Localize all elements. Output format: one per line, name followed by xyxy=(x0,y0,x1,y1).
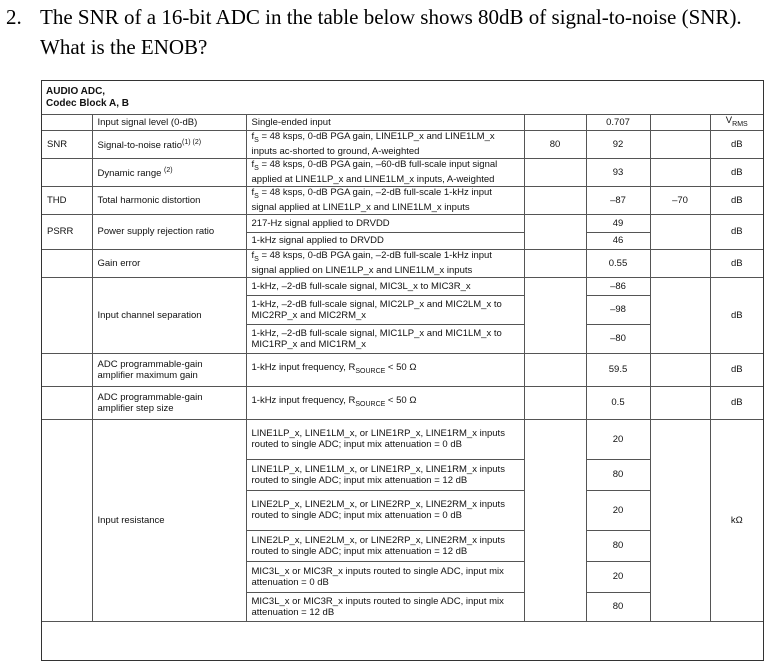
unit-text: V xyxy=(725,115,733,126)
max-cell xyxy=(650,353,710,386)
symbol-cell xyxy=(42,115,92,131)
typ-cell: –87 xyxy=(586,186,650,214)
cond-text: = 48 ksps, 0-dB PGA gain, –2-dB full-scale 1-kHz input signal applied at LINE1LP_x and LINE1LM_x inputs xyxy=(251,187,492,214)
max-cell xyxy=(650,115,710,131)
unit-cell: dB xyxy=(710,353,763,386)
table-row xyxy=(42,353,763,386)
symbol-cell: PSRR xyxy=(42,214,92,249)
condition-cell: LINE2LP_x, LINE2LM_x, or LINE2RP_x, LINE2RM_x inputs routed to single ADC; input mix attenuation = 0 dB xyxy=(246,490,524,530)
spec-table xyxy=(42,114,763,622)
typ-cell: 0.5 xyxy=(586,386,650,419)
param-cell: ADC programmable-gain amplifier step size xyxy=(92,386,246,419)
param-text: Signal-to-noise ratio xyxy=(97,140,182,152)
unit-cell: dB xyxy=(710,277,763,353)
table-row xyxy=(42,186,763,214)
max-cell xyxy=(650,158,710,186)
table-row xyxy=(42,386,763,419)
param-cell: Gain error xyxy=(92,249,246,277)
typ-cell: 0.55 xyxy=(586,249,650,277)
unit-cell: dB xyxy=(710,386,763,419)
cond-subscript: S xyxy=(254,137,259,145)
unit-cell: dB xyxy=(710,158,763,186)
symbol-cell xyxy=(42,353,92,386)
header-line-1: AUDIO ADC, xyxy=(46,86,106,97)
min-cell xyxy=(524,419,586,621)
typ-cell: –86 xyxy=(586,277,650,295)
table-row xyxy=(42,419,763,459)
max-cell xyxy=(650,277,710,353)
max-cell xyxy=(650,386,710,419)
cond-subscript: S xyxy=(254,165,259,173)
typ-cell: 20 xyxy=(586,490,650,530)
typ-cell: 92 xyxy=(586,130,650,158)
typ-cell: 0.707 xyxy=(586,115,650,131)
cond-text: 1-kHz input frequency, R xyxy=(251,362,356,374)
max-cell xyxy=(650,249,710,277)
typ-cell: 93 xyxy=(586,158,650,186)
spec-table-frame xyxy=(41,80,764,661)
condition-cell xyxy=(246,386,524,419)
typ-cell: 46 xyxy=(586,232,650,249)
condition-cell: LINE1LP_x, LINE1LM_x, or LINE1RP_x, LINE1RM_x inputs routed to single ADC; input mix attenuation = 12 dB xyxy=(246,459,524,490)
table-row xyxy=(42,277,763,295)
table-row xyxy=(42,115,763,131)
cond-subscript: S xyxy=(254,193,259,201)
condition-cell: MIC3L_x or MIC3R_x inputs routed to single ADC, input mix attenuation = 12 dB xyxy=(246,592,524,621)
header-line-2: Codec Block A, B xyxy=(46,98,129,109)
min-cell xyxy=(524,386,586,419)
param-cell xyxy=(92,158,246,186)
typ-cell: 59.5 xyxy=(586,353,650,386)
condition-cell: 217-Hz signal applied to DRVDD xyxy=(246,214,524,232)
max-cell xyxy=(650,419,710,621)
typ-cell: 49 xyxy=(586,214,650,232)
cond-text: = 48 ksps, 0-dB PGA gain, –2-dB full-scale 1-kHz input signal applied on LINE1LP_x and LINE1LM_x inputs xyxy=(251,250,492,277)
condition-cell: 1-kHz, –2-dB full-scale signal, MIC2LP_x and MIC2LM_x to MIC2RP_x and MIC2RM_x xyxy=(246,295,524,324)
symbol-cell: THD xyxy=(42,186,92,214)
table-row xyxy=(42,214,763,232)
unit-cell: dB xyxy=(710,130,763,158)
symbol-cell xyxy=(42,249,92,277)
condition-cell: 1-kHz signal applied to DRVDD xyxy=(246,232,524,249)
param-cell: Input channel separation xyxy=(92,277,246,353)
min-cell xyxy=(524,115,586,131)
min-cell xyxy=(524,214,586,249)
typ-cell: –80 xyxy=(586,324,650,353)
min-cell xyxy=(524,277,586,353)
condition-cell: LINE2LP_x, LINE2LM_x, or LINE2RP_x, LINE2RM_x inputs routed to single ADC; input mix attenuation = 12 dB xyxy=(246,530,524,561)
condition-cell: MIC3L_x or MIC3R_x inputs routed to single ADC, input mix attenuation = 0 dB xyxy=(246,561,524,592)
cond-tail: < 50 Ω xyxy=(385,395,417,407)
symbol-cell xyxy=(42,419,92,621)
unit-cell: dB xyxy=(710,186,763,214)
cond-tail: < 50 Ω xyxy=(385,362,417,374)
typ-cell: 20 xyxy=(586,561,650,592)
param-footnote: (2) xyxy=(164,167,173,175)
symbol-cell xyxy=(42,277,92,353)
cond-text: 1-kHz input frequency, R xyxy=(251,395,356,407)
cond-subscript: SOURCE xyxy=(355,401,386,409)
max-cell xyxy=(650,214,710,249)
cond-text: = 48 ksps, 0-dB PGA gain, –60-dB full-scale input signal applied at LINE1LP_x and LINE1LM_x inputs, A-weighted xyxy=(251,159,498,186)
min-cell xyxy=(524,158,586,186)
symbol-cell: SNR xyxy=(42,130,92,158)
condition-cell: 1-kHz, –2-dB full-scale signal, MIC1LP_x and MIC1LM_x to MIC1RP_x and MIC1RM_x xyxy=(246,324,524,353)
param-cell xyxy=(92,130,246,158)
condition-cell: $f_S = 48$ ksps, 0-dB PGA gain, –60-dB full-scale input signal applied at LINE1LP_x and LINE1LM_x inputs, A-weighted xyxy=(246,158,524,186)
condition-cell: $f_S = 48$ ksps, 0-dB PGA gain, –2-dB full-scale 1-kHz input signal applied at LINE1LP_x and LINE1LM_x inputs xyxy=(246,186,524,214)
min-cell: 80 xyxy=(524,130,586,158)
typ-cell: 20 xyxy=(586,419,650,459)
unit-subscript: RMS xyxy=(732,120,748,128)
cond-text: = 48 ksps, 0-dB PGA gain, LINE1LP_x and LINE1LM_x inputs ac-shorted to ground, A-weighted xyxy=(251,131,495,158)
condition-cell: 1-kHz, –2-dB full-scale signal, MIC3L_x to MIC3R_x xyxy=(246,277,524,295)
max-cell: –70 xyxy=(650,186,710,214)
unit-cell: dB xyxy=(710,214,763,249)
condition-cell xyxy=(246,353,524,386)
condition-cell: LINE1LP_x, LINE1LM_x, or LINE1RP_x, LINE1RM_x inputs routed to single ADC; input mix attenuation = 0 dB xyxy=(246,419,524,459)
min-cell xyxy=(524,186,586,214)
param-cell: Input resistance xyxy=(92,419,246,621)
symbol-cell xyxy=(42,386,92,419)
cond-subscript: SOURCE xyxy=(355,368,386,376)
question-number: 2. xyxy=(6,5,22,29)
typ-cell: 80 xyxy=(586,592,650,621)
typ-cell: –98 xyxy=(586,295,650,324)
unit-cell xyxy=(710,115,763,131)
param-cell: Input signal level (0-dB) xyxy=(92,115,246,131)
question-text: The SNR of a 16-bit ADC in the table below shows 80dB of signal-to-noise (SNR). What is the ENOB? xyxy=(40,5,742,59)
symbol-cell xyxy=(42,158,92,186)
condition-cell: $f_S = 48$ ksps, 0-dB PGA gain, –2-dB full-scale 1-kHz input signal applied on LINE1LP_x and LINE1LM_x inputs xyxy=(246,249,524,277)
table-row xyxy=(42,158,763,186)
min-cell xyxy=(524,249,586,277)
param-cell: Power supply rejection ratio xyxy=(92,214,246,249)
unit-cell: kΩ xyxy=(710,419,763,621)
param-cell: Total harmonic distortion xyxy=(92,186,246,214)
cond-subscript: S xyxy=(254,256,259,264)
param-footnote: (1) (2) xyxy=(182,139,202,147)
param-cell: ADC programmable-gain amplifier maximum gain xyxy=(92,353,246,386)
table-header xyxy=(46,86,129,110)
table-row xyxy=(42,249,763,277)
min-cell xyxy=(524,353,586,386)
max-cell xyxy=(650,130,710,158)
typ-cell: 80 xyxy=(586,530,650,561)
unit-cell: dB xyxy=(710,249,763,277)
param-text: Dynamic range xyxy=(97,168,162,180)
typ-cell: 80 xyxy=(586,459,650,490)
table-row xyxy=(42,130,763,158)
condition-cell: $f_S = 48$ ksps, 0-dB PGA gain, LINE1LP_x and LINE1LM_x inputs ac-shorted to ground, A-weighted xyxy=(246,130,524,158)
condition-cell: Single-ended input xyxy=(246,115,524,131)
